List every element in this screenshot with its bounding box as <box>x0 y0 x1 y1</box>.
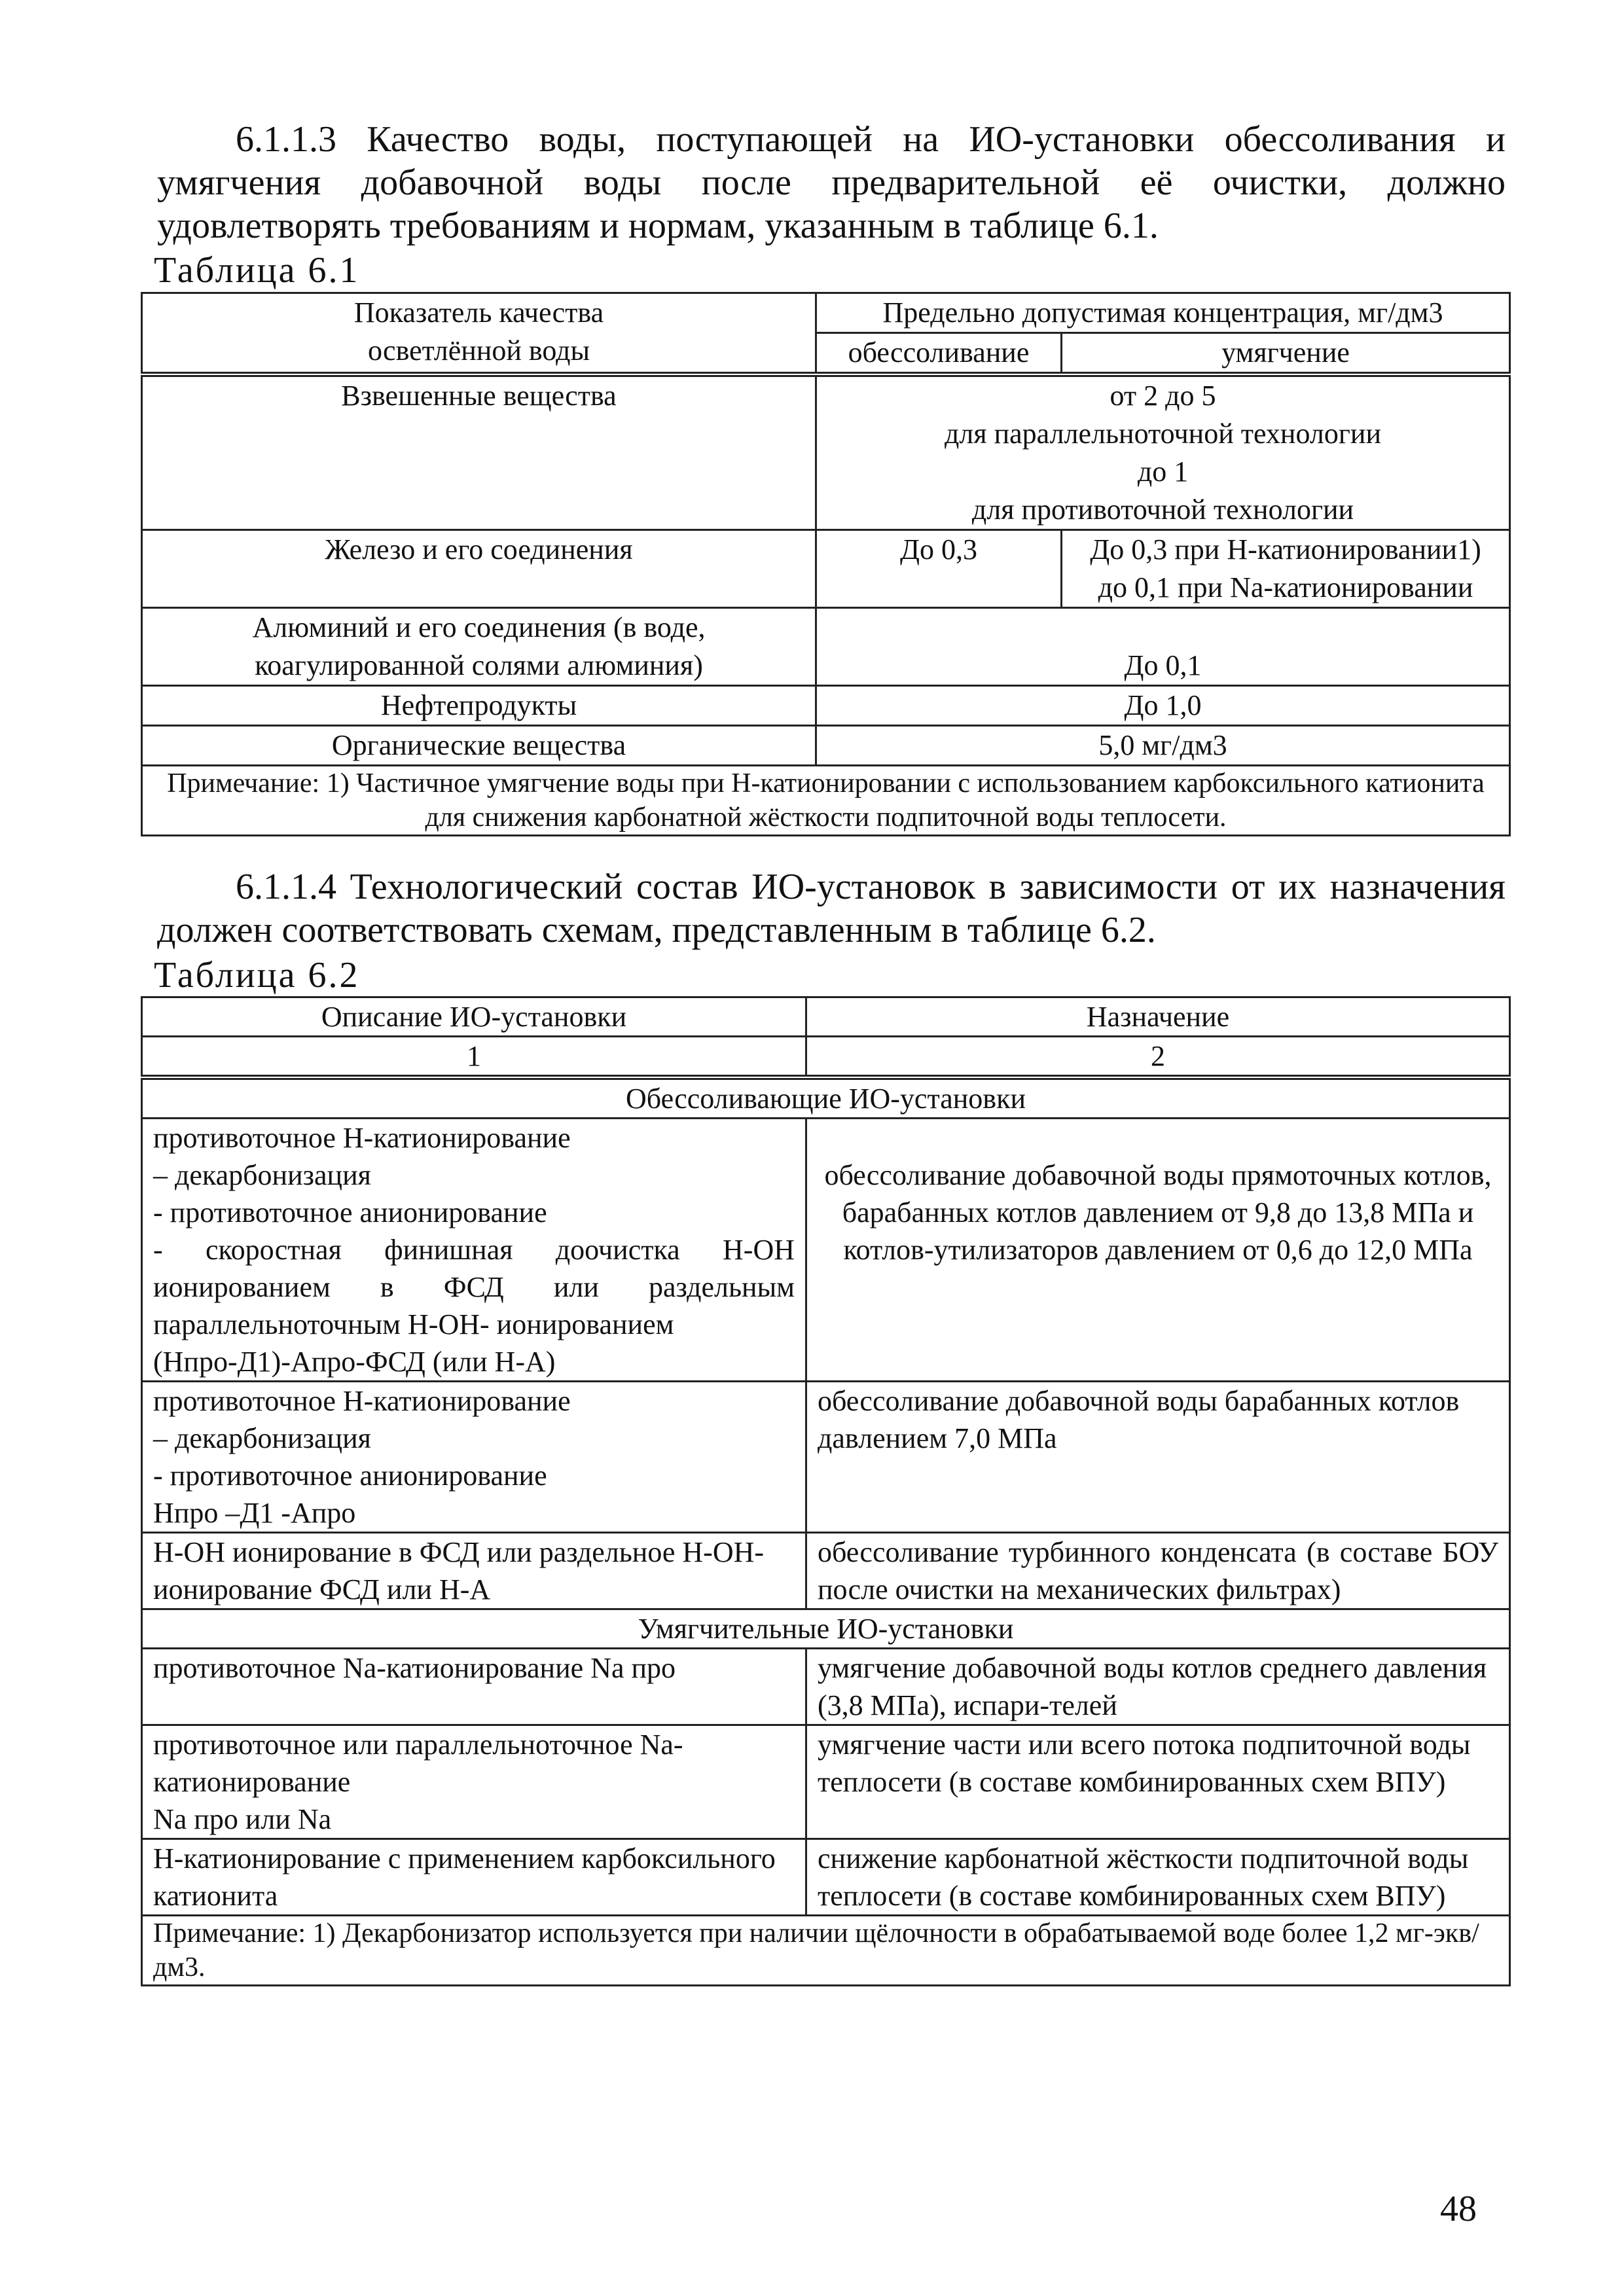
row-iron-softening: До 0,3 при Н-катионировании1) до 0,1 при Na-катионировании <box>1062 530 1510 608</box>
row-organic-value: 5,0 мг/дм3 <box>816 726 1510 766</box>
header-desalting: обессоливание <box>816 333 1062 375</box>
row-description: противоточное или параллельноточное Na-катионирование Na про или Na <box>142 1725 806 1839</box>
table-column-numbers-row <box>142 1037 1510 1078</box>
section-title-softening: Умягчительные ИО-установки <box>142 1609 1510 1649</box>
table-row <box>142 1839 1510 1916</box>
paragraph-number: 6.1.1.3 <box>236 119 336 160</box>
section-row-softening <box>142 1609 1510 1649</box>
row-description: Н-ОН ионирование в ФСД или раздельное Н-ОН- ионирование ФСД или Н-А <box>142 1533 806 1609</box>
row-purpose: обессоливание турбинного конденсата (в составе БОУ после очистки на механических фильтрах) <box>806 1533 1510 1609</box>
table-6-1-caption: Таблица 6.1 <box>154 250 360 291</box>
table-row <box>142 1725 1510 1839</box>
row-suspended-name: Взвешенные вещества <box>142 374 816 530</box>
table-note-row <box>142 1916 1510 1986</box>
row-description: Н-катионирование с применением карбоксильного катионита <box>142 1839 806 1916</box>
row-description: противоточное Na-катионирование Na про <box>142 1649 806 1725</box>
row-purpose: обессоливание добавочной воды прямоточных котлов, барабанных котлов давлением от 9,8 до 13,8 МПа и котлов-утилизаторов давлением от 0,6 до 12,0 МПа <box>806 1119 1510 1382</box>
table-6-2 <box>141 996 1511 1986</box>
column-number-1: 1 <box>142 1037 806 1078</box>
row-purpose: умягчение добавочной воды котлов среднего давления (3,8 МПа), испари-телей <box>806 1649 1510 1725</box>
row-iron-name: Железо и его соединения <box>142 530 816 608</box>
section-row-desalting <box>142 1077 1510 1119</box>
header-purpose: Назначение <box>806 997 1510 1037</box>
table-row <box>142 374 1510 530</box>
paragraph-text: Качество воды, поступающей на ИО-установки обессоливания и умягчения добавочной воды после предварительной её очистки, должно удовлетворять требованиям и нормам, указанным в таблице 6.1. <box>157 119 1506 246</box>
paragraph-number: 6.1.1.4 <box>236 867 336 907</box>
row-iron-desalting: До 0,3 <box>816 530 1062 608</box>
table-note-row <box>142 766 1510 836</box>
row-aluminum-name: Алюминий и его соединения (в воде, коагулированной солями алюминия) <box>142 608 816 686</box>
row-purpose: снижение карбонатной жёсткости подпиточной воды теплосети (в составе комбинированных схем ВПУ) <box>806 1839 1510 1916</box>
page-number: 48 <box>1440 2189 1477 2229</box>
table-6-1 <box>141 292 1511 836</box>
header-indicator: Показатель качества осветлённой воды <box>142 293 816 375</box>
paragraph-6-1-1-4 <box>157 865 1506 952</box>
table-row <box>142 726 1510 766</box>
row-aluminum-value: До 0,1 <box>816 608 1510 686</box>
table-row <box>142 1649 1510 1725</box>
table-row <box>142 1119 1510 1382</box>
table-header-row <box>142 293 1510 333</box>
paragraph-6-1-1-3 <box>157 118 1506 247</box>
table-6-2-note: Примечание: 1) Декарбонизатор используется при наличии щёлочности в обрабатываемой воде более 1,2 мг-экв/дм3. <box>142 1916 1510 1986</box>
header-description: Описание ИО-установки <box>142 997 806 1037</box>
row-description: противоточное Н-катионирование – декарбонизация - противоточное анионирование Нпро –Д1 -Апро <box>142 1382 806 1533</box>
row-purpose: обессоливание добавочной воды барабанных котлов давлением 7,0 МПа <box>806 1382 1510 1533</box>
table-row <box>142 686 1510 726</box>
table-row <box>142 1533 1510 1609</box>
section-title-desalting: Обессоливающие ИО-установки <box>142 1077 1510 1119</box>
row-oil-name: Нефтепродукты <box>142 686 816 726</box>
paragraph-text: Технологический состав ИО-установок в зависимости от их назначения должен соответствовать схемам, представленным в таблице 6.2. <box>157 867 1506 950</box>
header-softening: умягчение <box>1062 333 1510 375</box>
row-description: противоточное Н-катионирование – декарбонизация - противоточное анионирование - скоростная финишная доочистка Н-ОН ионированием в ФСД или раздельным параллельноточным Н-ОН- ионированием (Нпро-Д1)-Апро-ФСД (или Н-А) <box>142 1119 806 1382</box>
table-row <box>142 530 1510 608</box>
table-6-2-caption: Таблица 6.2 <box>154 955 360 996</box>
row-suspended-value: от 2 до 5 для параллельноточной технологии до 1 для противоточной технологии <box>816 374 1510 530</box>
table-header-row <box>142 997 1510 1037</box>
row-organic-name: Органические вещества <box>142 726 816 766</box>
table-row <box>142 608 1510 686</box>
row-oil-value: До 1,0 <box>816 686 1510 726</box>
table-6-1-note: Примечание: 1) Частичное умягчение воды при Н-катионировании с использованием карбоксильного катионита для снижения карбонатной жёсткости подпиточной воды теплосети. <box>142 766 1510 836</box>
row-purpose: умягчение части или всего потока подпиточной воды теплосети (в составе комбинированных схем ВПУ) <box>806 1725 1510 1839</box>
table-row <box>142 1382 1510 1533</box>
header-limit: Предельно допустимая концентрация, мг/дм3 <box>816 293 1510 333</box>
column-number-2: 2 <box>806 1037 1510 1078</box>
